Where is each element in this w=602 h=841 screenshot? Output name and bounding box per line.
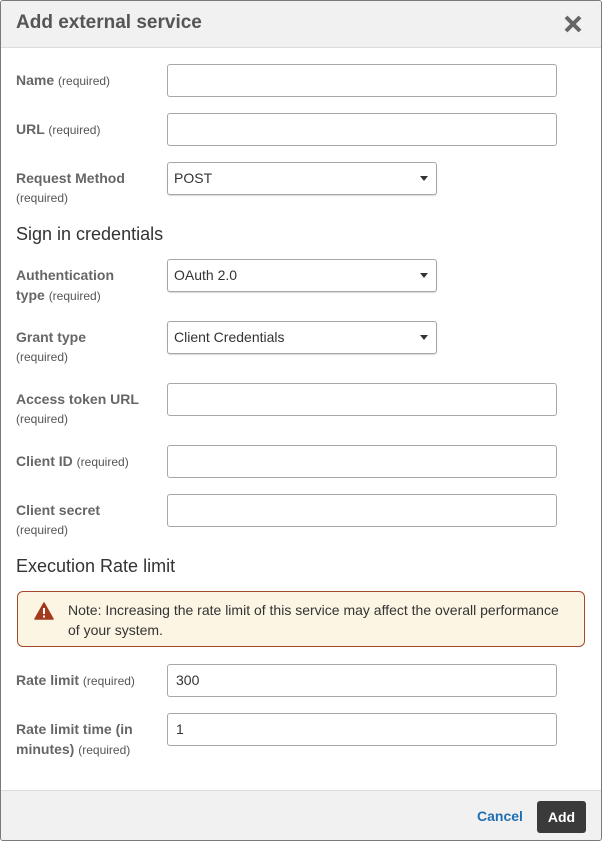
grant-type-select[interactable] [167, 321, 437, 354]
required-hint: (required) [78, 743, 131, 757]
required-hint: (required) [82, 674, 135, 688]
rate-limit-label: Rate limit (required) [16, 672, 135, 688]
grant-type-label: Grant type (required) [16, 327, 86, 367]
chevron-down-icon [420, 335, 428, 340]
rate-limit-time-label: Rate limit time (in minutes) (required) [16, 721, 133, 757]
chevron-down-icon [420, 176, 428, 181]
close-icon[interactable] [562, 13, 584, 35]
auth-type-label: Authentication type (required) [16, 267, 114, 303]
auth-type-value: OAuth 2.0 [174, 267, 238, 283]
warning-text: Note: Increasing the rate limit of this service may affect the overall performance of your system. [68, 602, 559, 638]
client-secret-label: Client secret (required) [16, 500, 100, 540]
access-token-url-label: Access token URL (required) [16, 389, 139, 429]
request-method-select[interactable] [167, 162, 437, 195]
sign-in-credentials-heading: Sign in credentials [16, 224, 164, 244]
rate-limit-warning [17, 591, 585, 647]
chevron-down-icon [420, 273, 428, 278]
required-hint: (required) [76, 455, 129, 469]
request-method-label: Request Method (required) [16, 168, 125, 208]
rate-limit-input[interactable]: 300 [167, 664, 557, 697]
cancel-button[interactable]: Cancel [477, 808, 523, 824]
execution-rate-limit-heading: Execution Rate limit [16, 556, 176, 576]
grant-type-value: Client Credentials [174, 329, 285, 345]
request-method-value: POST [174, 170, 213, 186]
dialog-footer [1, 790, 601, 841]
required-hint: (required) [16, 523, 69, 537]
url-input[interactable] [167, 113, 557, 146]
client-id-input[interactable] [167, 445, 557, 478]
required-hint: (required) [16, 350, 69, 364]
name-input[interactable] [167, 64, 557, 97]
rate-limit-time-input[interactable]: 1 [167, 713, 557, 746]
required-hint: (required) [58, 74, 111, 88]
add-button[interactable]: Add [537, 801, 586, 833]
access-token-url-input[interactable] [167, 383, 557, 416]
required-hint: (required) [16, 191, 69, 205]
required-hint: (required) [48, 289, 101, 303]
name-label: Name (required) [16, 72, 111, 88]
client-id-label: Client ID (required) [16, 453, 129, 469]
required-hint: (required) [48, 123, 101, 137]
client-secret-input[interactable] [167, 494, 557, 527]
dialog-title: Add external service [16, 12, 202, 33]
required-hint: (required) [16, 412, 69, 426]
url-label: URL (required) [16, 121, 101, 137]
warning-icon [34, 602, 54, 620]
dialog-header [1, 1, 601, 48]
auth-type-select[interactable] [167, 259, 437, 292]
